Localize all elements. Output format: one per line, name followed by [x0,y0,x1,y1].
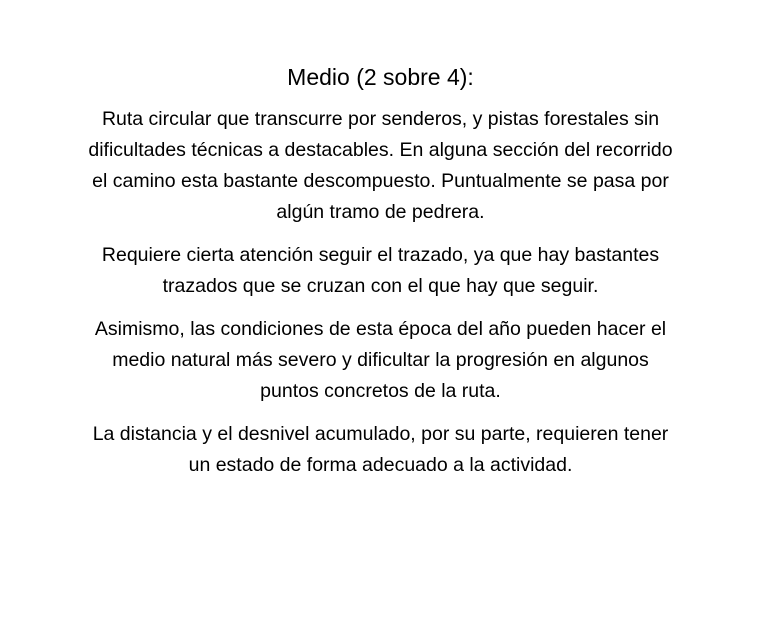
difficulty-title: Medio (2 sobre 4): [287,64,474,90]
paragraph-seasonal-conditions: Asimismo, las condiciones de esta época del año pueden hacer el medio natural más severo y dificultar la progresión en algunos puntos concretos de la ruta. [94,318,667,402]
document-body [88,60,673,493]
paragraph-navigation-note: Requiere cierta atención seguir el trazado, ya que hay bastantes trazados que se cruzan con el que hay que seguir. [101,244,660,297]
paragraph-route-description: Ruta circular que transcurre por senderos, y pistas forestales sin dificultades técnicas a destacables. En alguna sección del recorrido el camino esta bastante descompuesto. Puntualmente se pasa por algún tramo de pedrera. [88,108,673,223]
paragraph-fitness-requirement: La distancia y el desnivel acumulado, por su parte, requieren tener un estado de forma adecuado a la actividad. [92,423,669,476]
